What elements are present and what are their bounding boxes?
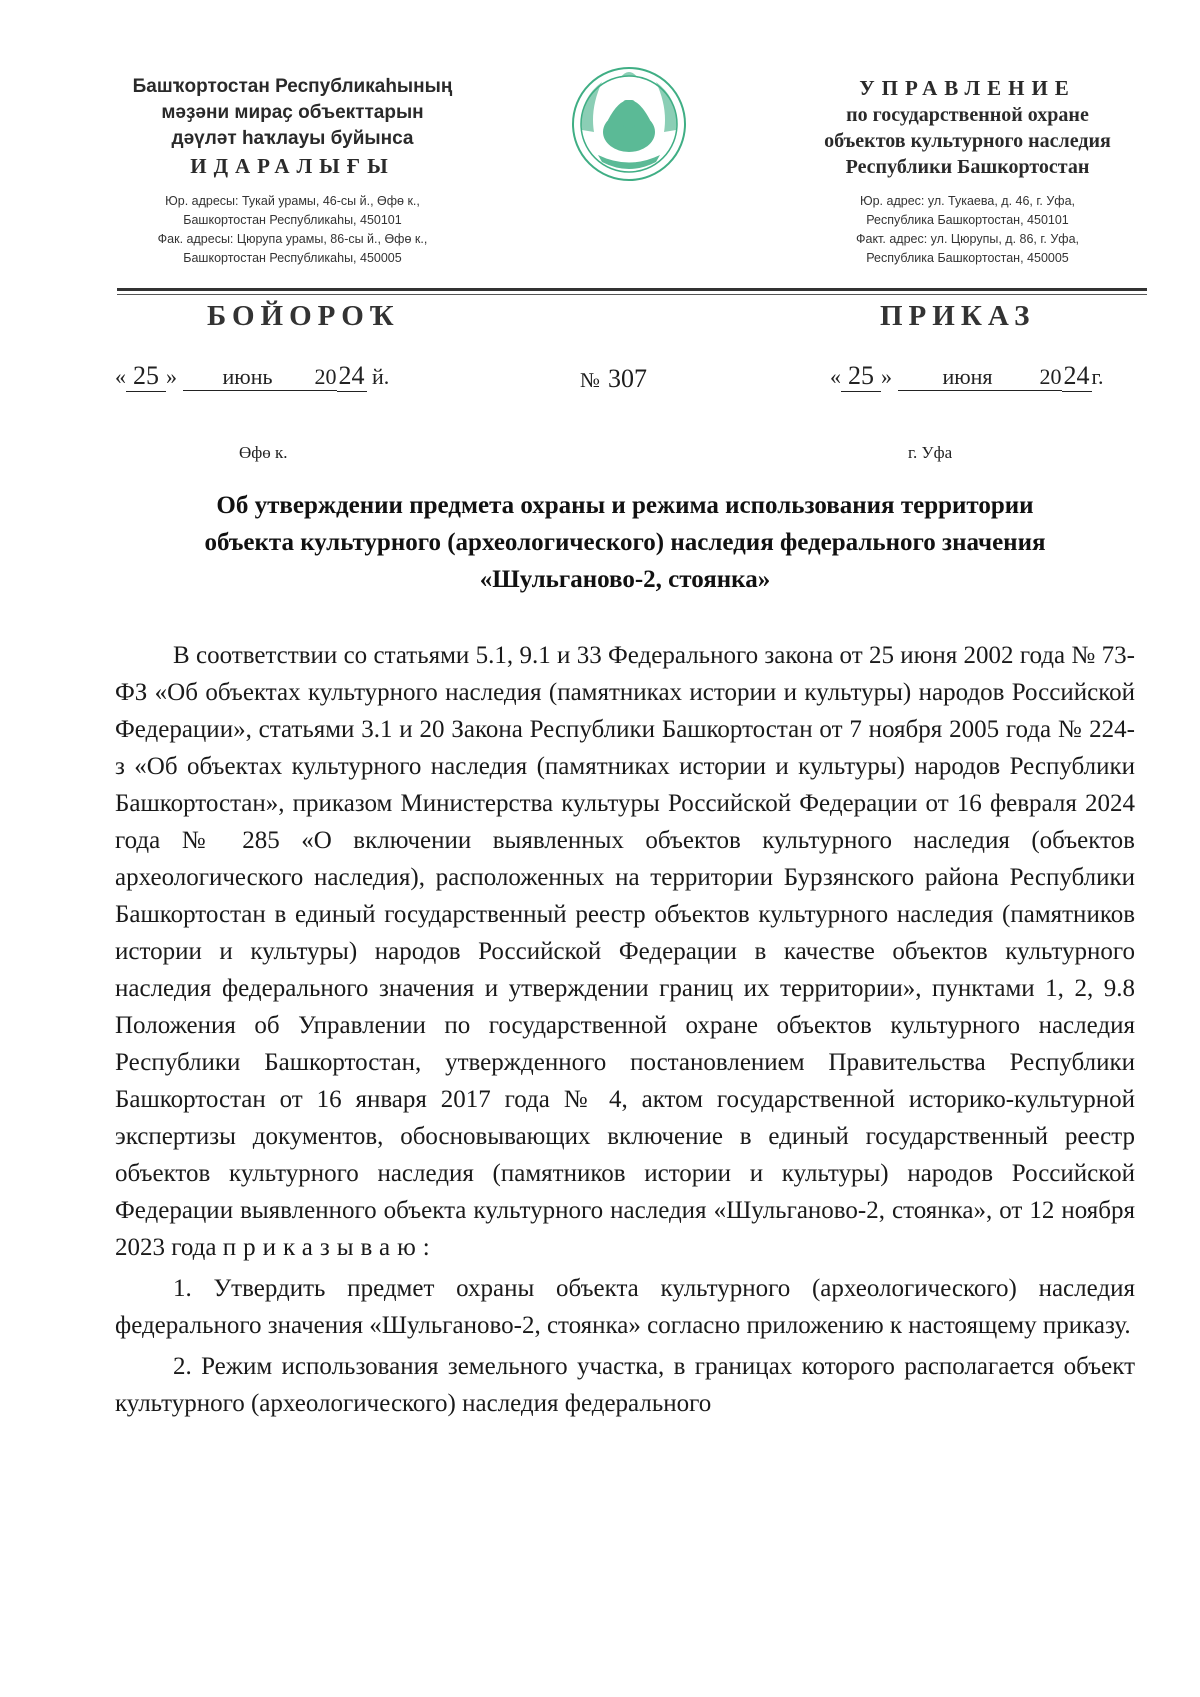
address-line: Юр. адрес: ул. Тукаева, д. 46, г. Уфа, — [859, 194, 1076, 208]
address-line: Фак. адресы: Цюрупа урамы, 86-сы й., Өфө к., — [157, 232, 428, 246]
order-kind-bashkir: БОЙОРОҠ — [207, 300, 400, 332]
city-bashkir: Өфө к. — [239, 443, 288, 462]
number-value: 307 — [608, 364, 648, 393]
org-name-spaced: УПРАВЛЕНИЕ — [859, 76, 1076, 100]
date-month: июнь — [183, 364, 313, 391]
order-word: приказываю: — [222, 1234, 437, 1261]
order-item: 1. Утвердить предмет охраны объекта культурного (археологического) наследия федерального значения «Шульганово-2, стоянка» согласно приложению к настоящему приказу. — [115, 1275, 1135, 1339]
date-unit: г. — [1091, 364, 1104, 389]
address-line: Республика Башкортостан, 450005 — [866, 251, 1069, 265]
letterhead-right — [765, 74, 1170, 268]
date-day: 25 — [841, 361, 881, 392]
address-block — [765, 192, 1170, 268]
document-body — [115, 637, 1135, 1422]
address-line: Башкортостан Республикаһы, 450101 — [183, 213, 402, 227]
letterhead-left — [90, 74, 495, 268]
org-name-line: Башҡортостан Республикаһының — [132, 76, 453, 97]
order-item: 2. Режим использования земельного участка, в границах которого располагается объект культурного (археологического) наследия федерального — [115, 1353, 1135, 1417]
preamble-paragraph — [115, 637, 1135, 1266]
order-number — [580, 364, 647, 394]
date-year-suffix: 24 — [338, 361, 365, 390]
date-day: 25 — [126, 361, 166, 392]
date-year-suffix: 24 — [1063, 361, 1090, 390]
date-year-prefix: 20 — [1039, 364, 1062, 389]
coat-of-arms-icon — [568, 60, 690, 188]
quote-open: « — [830, 364, 841, 389]
address-line: Факт. адрес: ул. Цюрупы, д. 86, г. Уфа, — [855, 232, 1079, 246]
preamble-text: В соответствии со статьями 5.1, 9.1 и 33 Федерального закона от 25 июня 2002 года № 73-ФЗ «Об объектах культурного наследия (памятниках истории и культуры) народов Российской Федерации», статьями 3.1 и 20 Закона Республики Башкортостан от 7 ноября 2005 года № 224-з «Об объектах культурного наследия (памятниках истории и культуры) народов Республики Башкортостан», приказом Министерства культуры Российской Федерации от 16 февраля 2024 года № 285 «О включении выявленных объектов культурного наследия (объектов археологического наследия), расположенных на территории Бурзянского района Республики Башкортостан в единый государственный реестр объектов культурного наследия (памятников истории и культуры) народов Российской Федерации в качестве объектов культурного наследия федерального значения и утверждении границ их территории», пунктами 1, 2, 9.8 Положения об Управлении по государственной охране объектов культурного наследия Республики Башкортостан, утвержденного постановлением Правительства Республики Башкортостан от 16 января 2017 года № 4, актом государственной историко-культурной экспертизы документов, обосновывающих включение в единый государственный реестр объектов культурного наследия (памятников истории и культуры) народов Российской Федерации выявленного объекта культурного наследия «Шульганово-2, стоянка», от 12 ноября 2023 года — [115, 642, 1135, 1261]
title-line: объекта культурного (археологического) наследия федерального значения — [204, 529, 1046, 556]
org-name-spaced: ИДАРАЛЫҒЫ — [190, 154, 395, 178]
address-line: Юр. адресы: Тукай урамы, 46-сы й., Өфө к., — [165, 194, 420, 208]
title-line: Об утверждении предмета охраны и режима использования территории — [216, 492, 1034, 519]
org-name-line: дәүләт һаҡлауы буйынса — [171, 128, 414, 149]
org-name-line: объектов культурного наследия — [824, 130, 1111, 152]
address-line: Башкортостан Республикаһы, 450005 — [183, 251, 402, 265]
date-year-prefix: 20 — [314, 364, 337, 389]
quote-open: « — [115, 364, 126, 389]
title-line: «Шульганово-2, стоянка» — [479, 566, 771, 593]
org-name-line: мәҙәни мираҫ объекттарын — [161, 102, 424, 123]
city-russian: г. Уфа — [908, 443, 953, 462]
number-label: № — [580, 368, 601, 392]
order-kind-russian: ПРИКАЗ — [880, 300, 1036, 332]
order-date-bashkir — [115, 361, 389, 392]
document-title — [115, 487, 1135, 598]
address-line: Республика Башкортостан, 450101 — [866, 213, 1069, 227]
header-divider — [117, 294, 1147, 295]
date-unit: й. — [372, 364, 390, 389]
quote-close: » — [881, 364, 892, 389]
order-date-russian — [830, 361, 1104, 392]
date-month: июня — [898, 364, 1038, 391]
header-divider — [117, 288, 1147, 291]
address-block — [90, 192, 495, 268]
quote-close: » — [166, 364, 177, 389]
org-name-line: по государственной охране — [846, 104, 1089, 126]
org-name-line: Республики Башкортостан — [845, 156, 1090, 178]
